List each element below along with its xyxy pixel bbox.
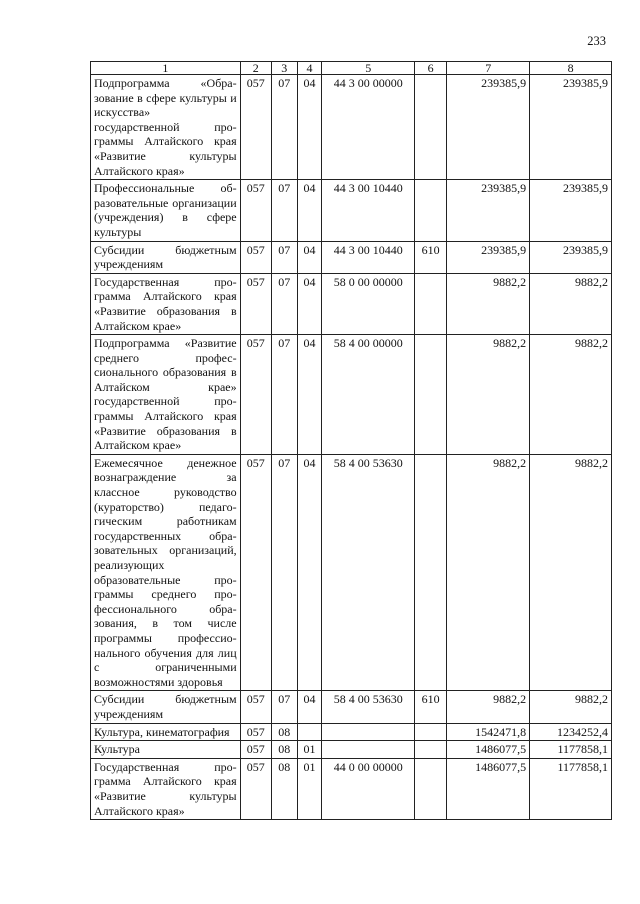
target-article-code: 44 0 00 00000 [322,758,415,819]
expense-type-code [414,723,446,741]
amount-col7: 9882,2 [447,273,530,334]
expense-type-code [414,454,446,691]
table-row [91,335,612,455]
column-header: 5 [322,62,415,75]
amount-col8: 239385,9 [530,75,612,180]
target-article-code [322,741,415,759]
section-code: 07 [271,454,297,691]
section-code: 07 [271,241,297,273]
table-row [91,180,612,241]
subsection-code: 04 [297,180,322,241]
expense-type-code [414,75,446,180]
amount-col7: 9882,2 [447,454,530,691]
column-header: 6 [414,62,446,75]
column-header: 4 [297,62,322,75]
expense-type-code: 610 [414,691,446,723]
amount-col8: 239385,9 [530,241,612,273]
ministry-code: 057 [240,273,271,334]
subsection-code [297,723,322,741]
table-row [91,75,612,180]
section-code: 07 [271,180,297,241]
section-code: 08 [271,741,297,759]
column-header: 3 [271,62,297,75]
target-article-code: 58 4 00 53630 [322,454,415,691]
expense-type-code [414,273,446,334]
amount-col7: 9882,2 [447,691,530,723]
amount-col8: 9882,2 [530,273,612,334]
table-row [91,723,612,741]
column-header: 2 [240,62,271,75]
table-row [91,454,612,691]
table-row [91,273,612,334]
amount-col7: 1486077,5 [447,758,530,819]
section-code: 08 [271,723,297,741]
ministry-code: 057 [240,691,271,723]
expense-type-code [414,741,446,759]
expense-type-code [414,335,446,455]
row-name: Профессиональные образовательные организации (учреждения) в сфере культуры [91,180,241,241]
ministry-code: 057 [240,723,271,741]
amount-col8: 9882,2 [530,335,612,455]
row-name: Подпрограмма «Образование в сфере культуры и искусства» государственной программы Алтайского края «Развитие культуры Алтайского края» [91,75,241,180]
column-header: 1 [91,62,241,75]
section-code: 07 [271,691,297,723]
subsection-code: 01 [297,741,322,759]
amount-col7: 239385,9 [447,241,530,273]
budget-table [90,61,612,820]
expense-type-code [414,758,446,819]
target-article-code: 44 3 00 10440 [322,180,415,241]
row-name: Субсидии бюджетным учреждениям [91,691,241,723]
subsection-code: 04 [297,241,322,273]
target-article-code [322,723,415,741]
row-name: Подпрограмма «Развитие среднего профессионального образования в Алтайском крае» государственной программы Алтайского края «Развитие образования в Алтайском крае» [91,335,241,455]
amount-col8: 9882,2 [530,454,612,691]
subsection-code: 04 [297,75,322,180]
subsection-code: 04 [297,273,322,334]
row-name: Культура [91,741,241,759]
target-article-code: 44 3 00 10440 [322,241,415,273]
table-row [91,241,612,273]
amount-col8: 1234252,4 [530,723,612,741]
row-name: Культура, кинематография [91,723,241,741]
expense-type-code [414,180,446,241]
table-header-row [91,62,612,75]
amount-col8: 1177858,1 [530,741,612,759]
amount-col7: 239385,9 [447,180,530,241]
expense-type-code: 610 [414,241,446,273]
amount-col8: 9882,2 [530,691,612,723]
target-article-code: 58 0 00 00000 [322,273,415,334]
amount-col8: 239385,9 [530,180,612,241]
page-number: 233 [587,34,606,48]
subsection-code: 01 [297,758,322,819]
column-header: 7 [447,62,530,75]
ministry-code: 057 [240,454,271,691]
target-article-code: 44 3 00 00000 [322,75,415,180]
table-row [91,741,612,759]
ministry-code: 057 [240,75,271,180]
row-name: Ежемесячное денежное вознаграждение за классное руководство (кураторство) педагогическим работникам государственных образовательных организаций, реализующих образовательные программы среднего профессионального образования, в том числе программы профессионального обучения для лиц с ограниченными возможностями здоровья [91,454,241,691]
subsection-code: 04 [297,691,322,723]
row-name: Субсидии бюджетным учреждениям [91,241,241,273]
column-header: 8 [530,62,612,75]
row-name: Государственная программа Алтайского края «Развитие культуры Алтайского края» [91,758,241,819]
ministry-code: 057 [240,758,271,819]
target-article-code: 58 4 00 53630 [322,691,415,723]
subsection-code: 04 [297,454,322,691]
amount-col8: 1177858,1 [530,758,612,819]
target-article-code: 58 4 00 00000 [322,335,415,455]
table-row [91,758,612,819]
amount-col7: 1542471,8 [447,723,530,741]
amount-col7: 239385,9 [447,75,530,180]
ministry-code: 057 [240,741,271,759]
section-code: 08 [271,758,297,819]
ministry-code: 057 [240,335,271,455]
amount-col7: 9882,2 [447,335,530,455]
section-code: 07 [271,75,297,180]
table-row [91,691,612,723]
row-name: Государственная программа Алтайского края «Развитие образования в Алтайском крае» [91,273,241,334]
section-code: 07 [271,335,297,455]
ministry-code: 057 [240,241,271,273]
subsection-code: 04 [297,335,322,455]
amount-col7: 1486077,5 [447,741,530,759]
ministry-code: 057 [240,180,271,241]
section-code: 07 [271,273,297,334]
